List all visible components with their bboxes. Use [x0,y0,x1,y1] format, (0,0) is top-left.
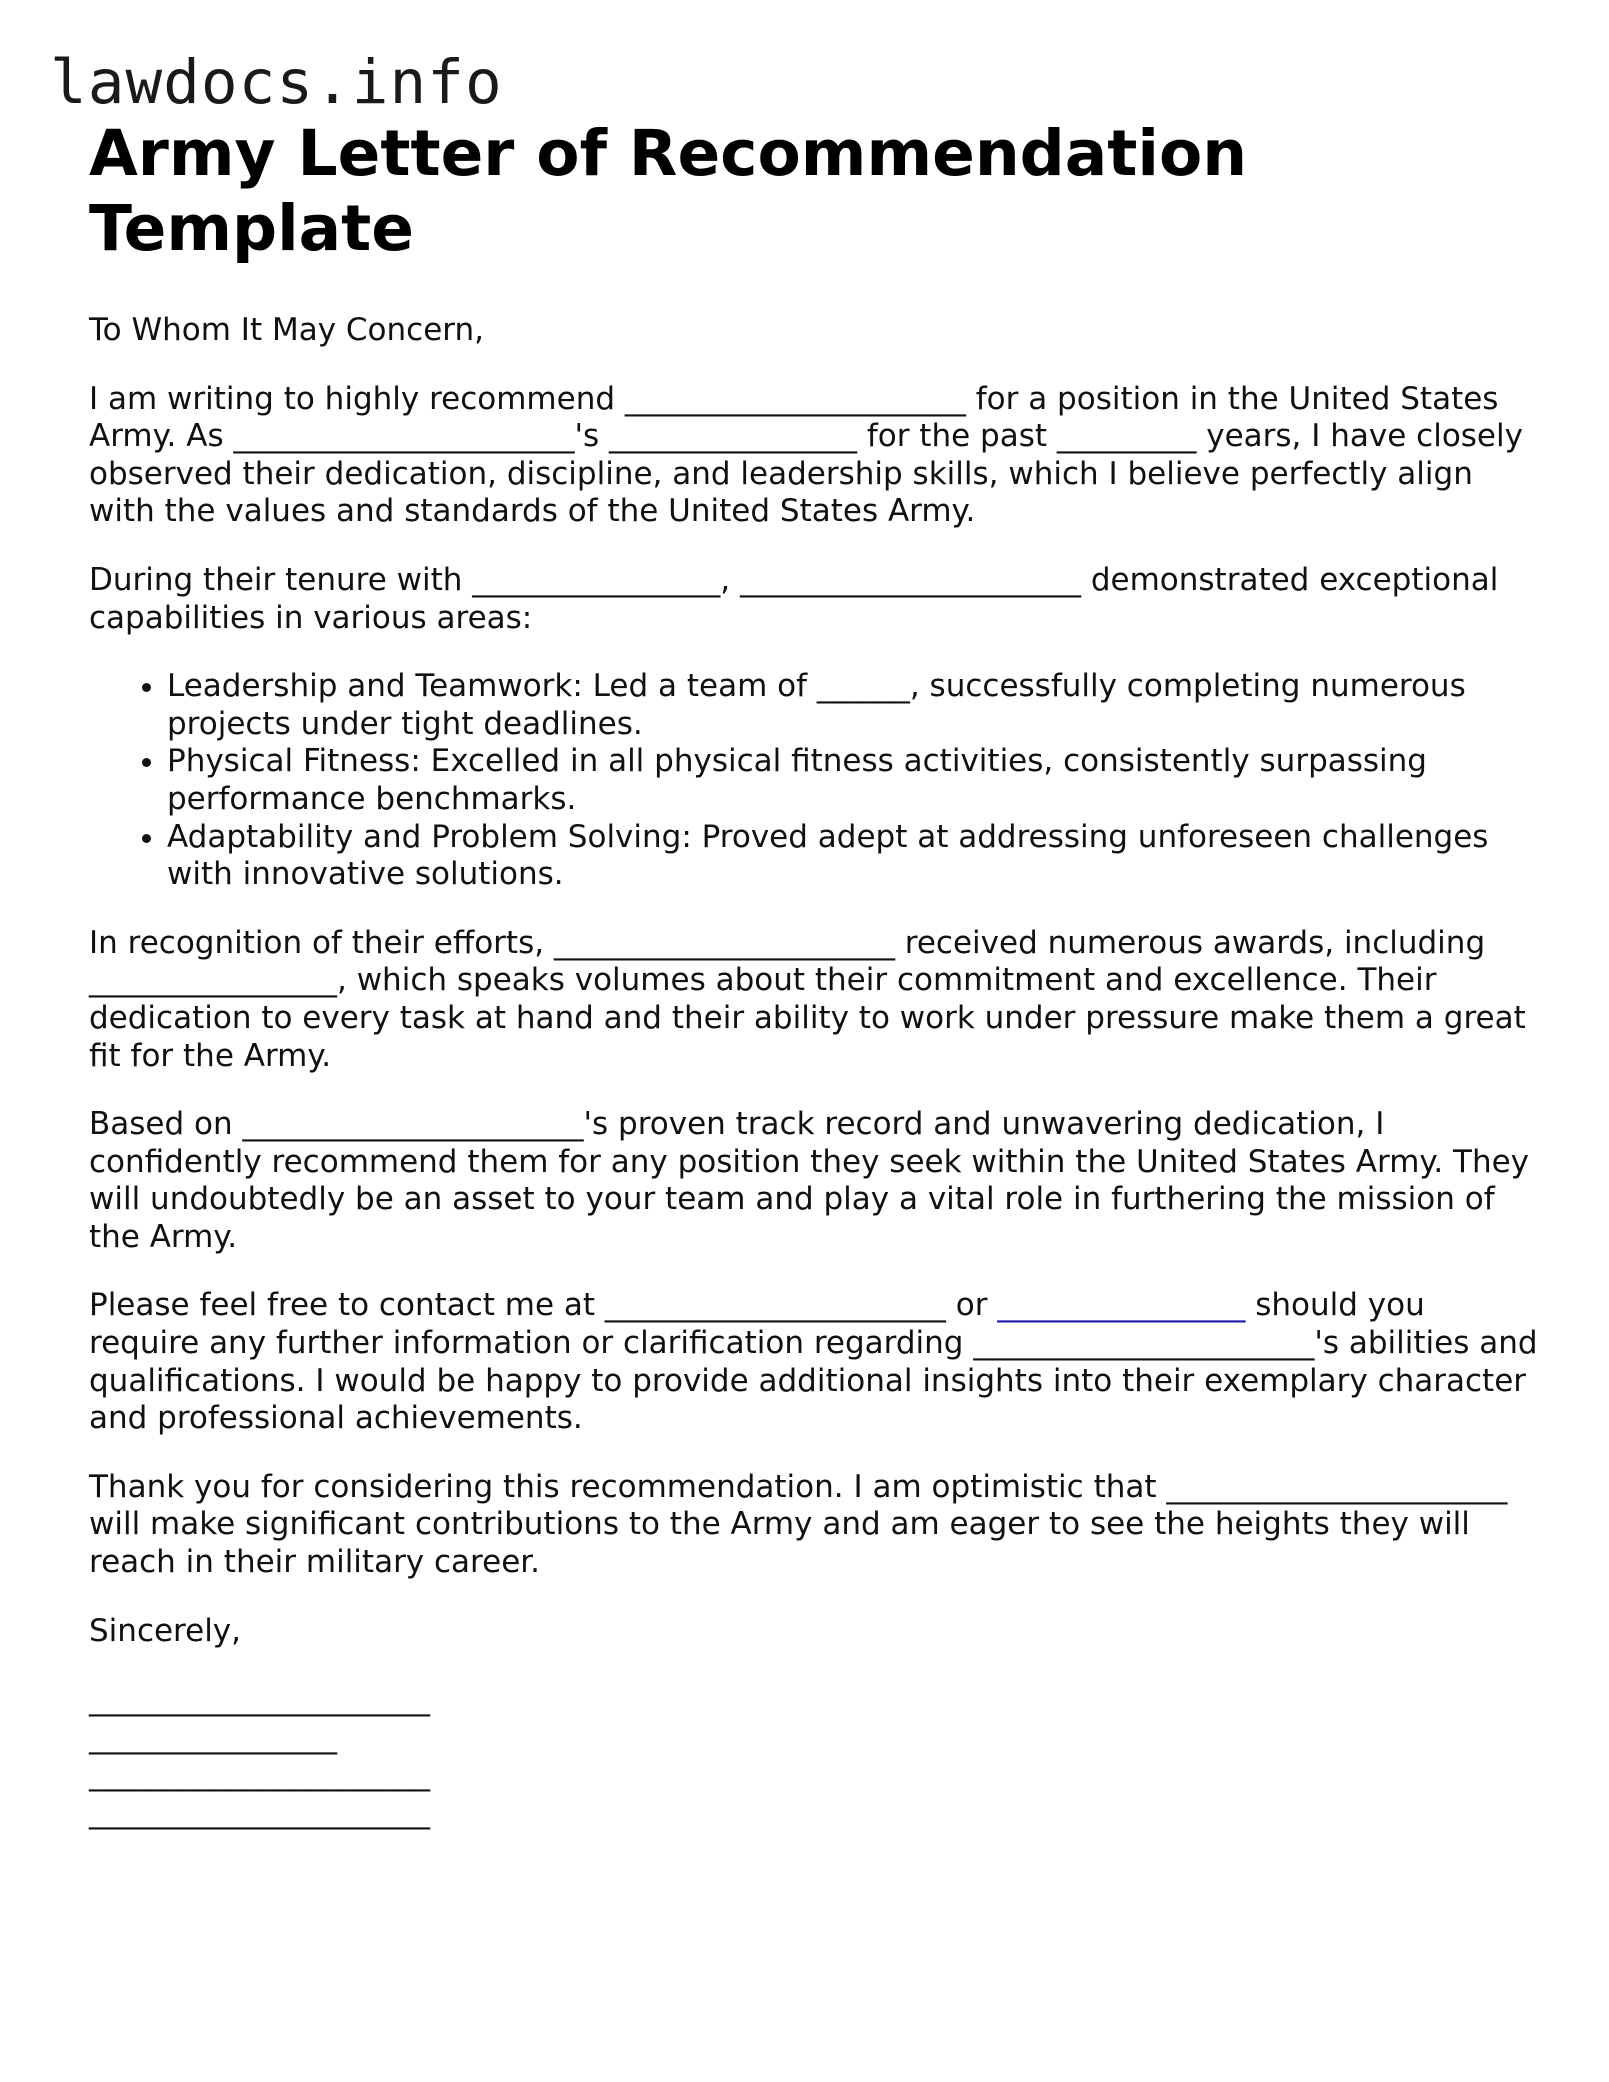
letter-body [89,312,1539,1832]
list-item: • Leadership and Teamwork: Led a team of ______, successfully completing numerous projects under tight deadlines. [167,668,1539,743]
closing: Sincerely, [89,1612,242,1649]
paragraph-thanks: Thank you for considering this recommendation. I am optimistic that ______________________ will make significant contributions to the Army and am eager to see the heights they will reach in their military career. [89,1468,1508,1581]
contact-text-before: Please feel free to contact me at ______________________ or [89,1287,998,1324]
list-item: • Physical Fitness: Excelled in all physical fitness activities, consistently surpassing performance benchmarks. [167,743,1539,818]
paragraph-tenure: During their tenure with ________________, ______________________ demonstrated exceptional capabilities in various areas: [89,561,1499,636]
paragraph-track-record: Based on ______________________'s proven track record and unwavering dedication, I confidently recommend them for any position they seek within the United States Army. They will undoubtedly be an asset to your team and play a vital role in furthering the mission of the Army. [89,1106,1530,1255]
contact-email-link[interactable]: ________________ [997,1287,1246,1324]
list-item: • Adaptability and Problem Solving: Proved adept at addressing unforeseen challenges with innovative solutions. [167,819,1539,894]
signature-line: ______________________ [89,1681,430,1718]
paragraph-intro: I am writing to highly recommend ______________________ for a position in the United States Army. As ______________________'s ________________ for the past _________ years, I have closely observed their dedication, discipline, and leadership skills, which I believe perfectly align with the values and standards of the United States Army. [89,380,1523,530]
contact-text-after: should you require any further information or clarification regarding ______________________'s abilities and qualifications. I would be happy to provide additional insights into their exemplary character and professional achievements. [89,1287,1538,1437]
document-title: Army Letter of Recommendation Template [89,117,1248,265]
document-page [89,116,1539,1832]
signature-line: ______________________ [89,1756,430,1793]
paragraph-contact [89,1287,1539,1437]
paragraph-awards: In recognition of their efforts, ______________________ received numerous awards, including ________________, which speaks volumes about their commitment and excellence. Their dedication to every task at hand and their ability to work under pressure make them a great fit for the Army. [89,924,1526,1074]
achievements-list [89,668,1539,894]
site-watermark: lawdocs.info [50,47,503,118]
signature-line: ________________ [89,1718,337,1755]
signature-block [89,1681,1539,1831]
signature-line: ______________________ [89,1794,430,1830]
salutation: To Whom It May Concern, [89,312,484,348]
